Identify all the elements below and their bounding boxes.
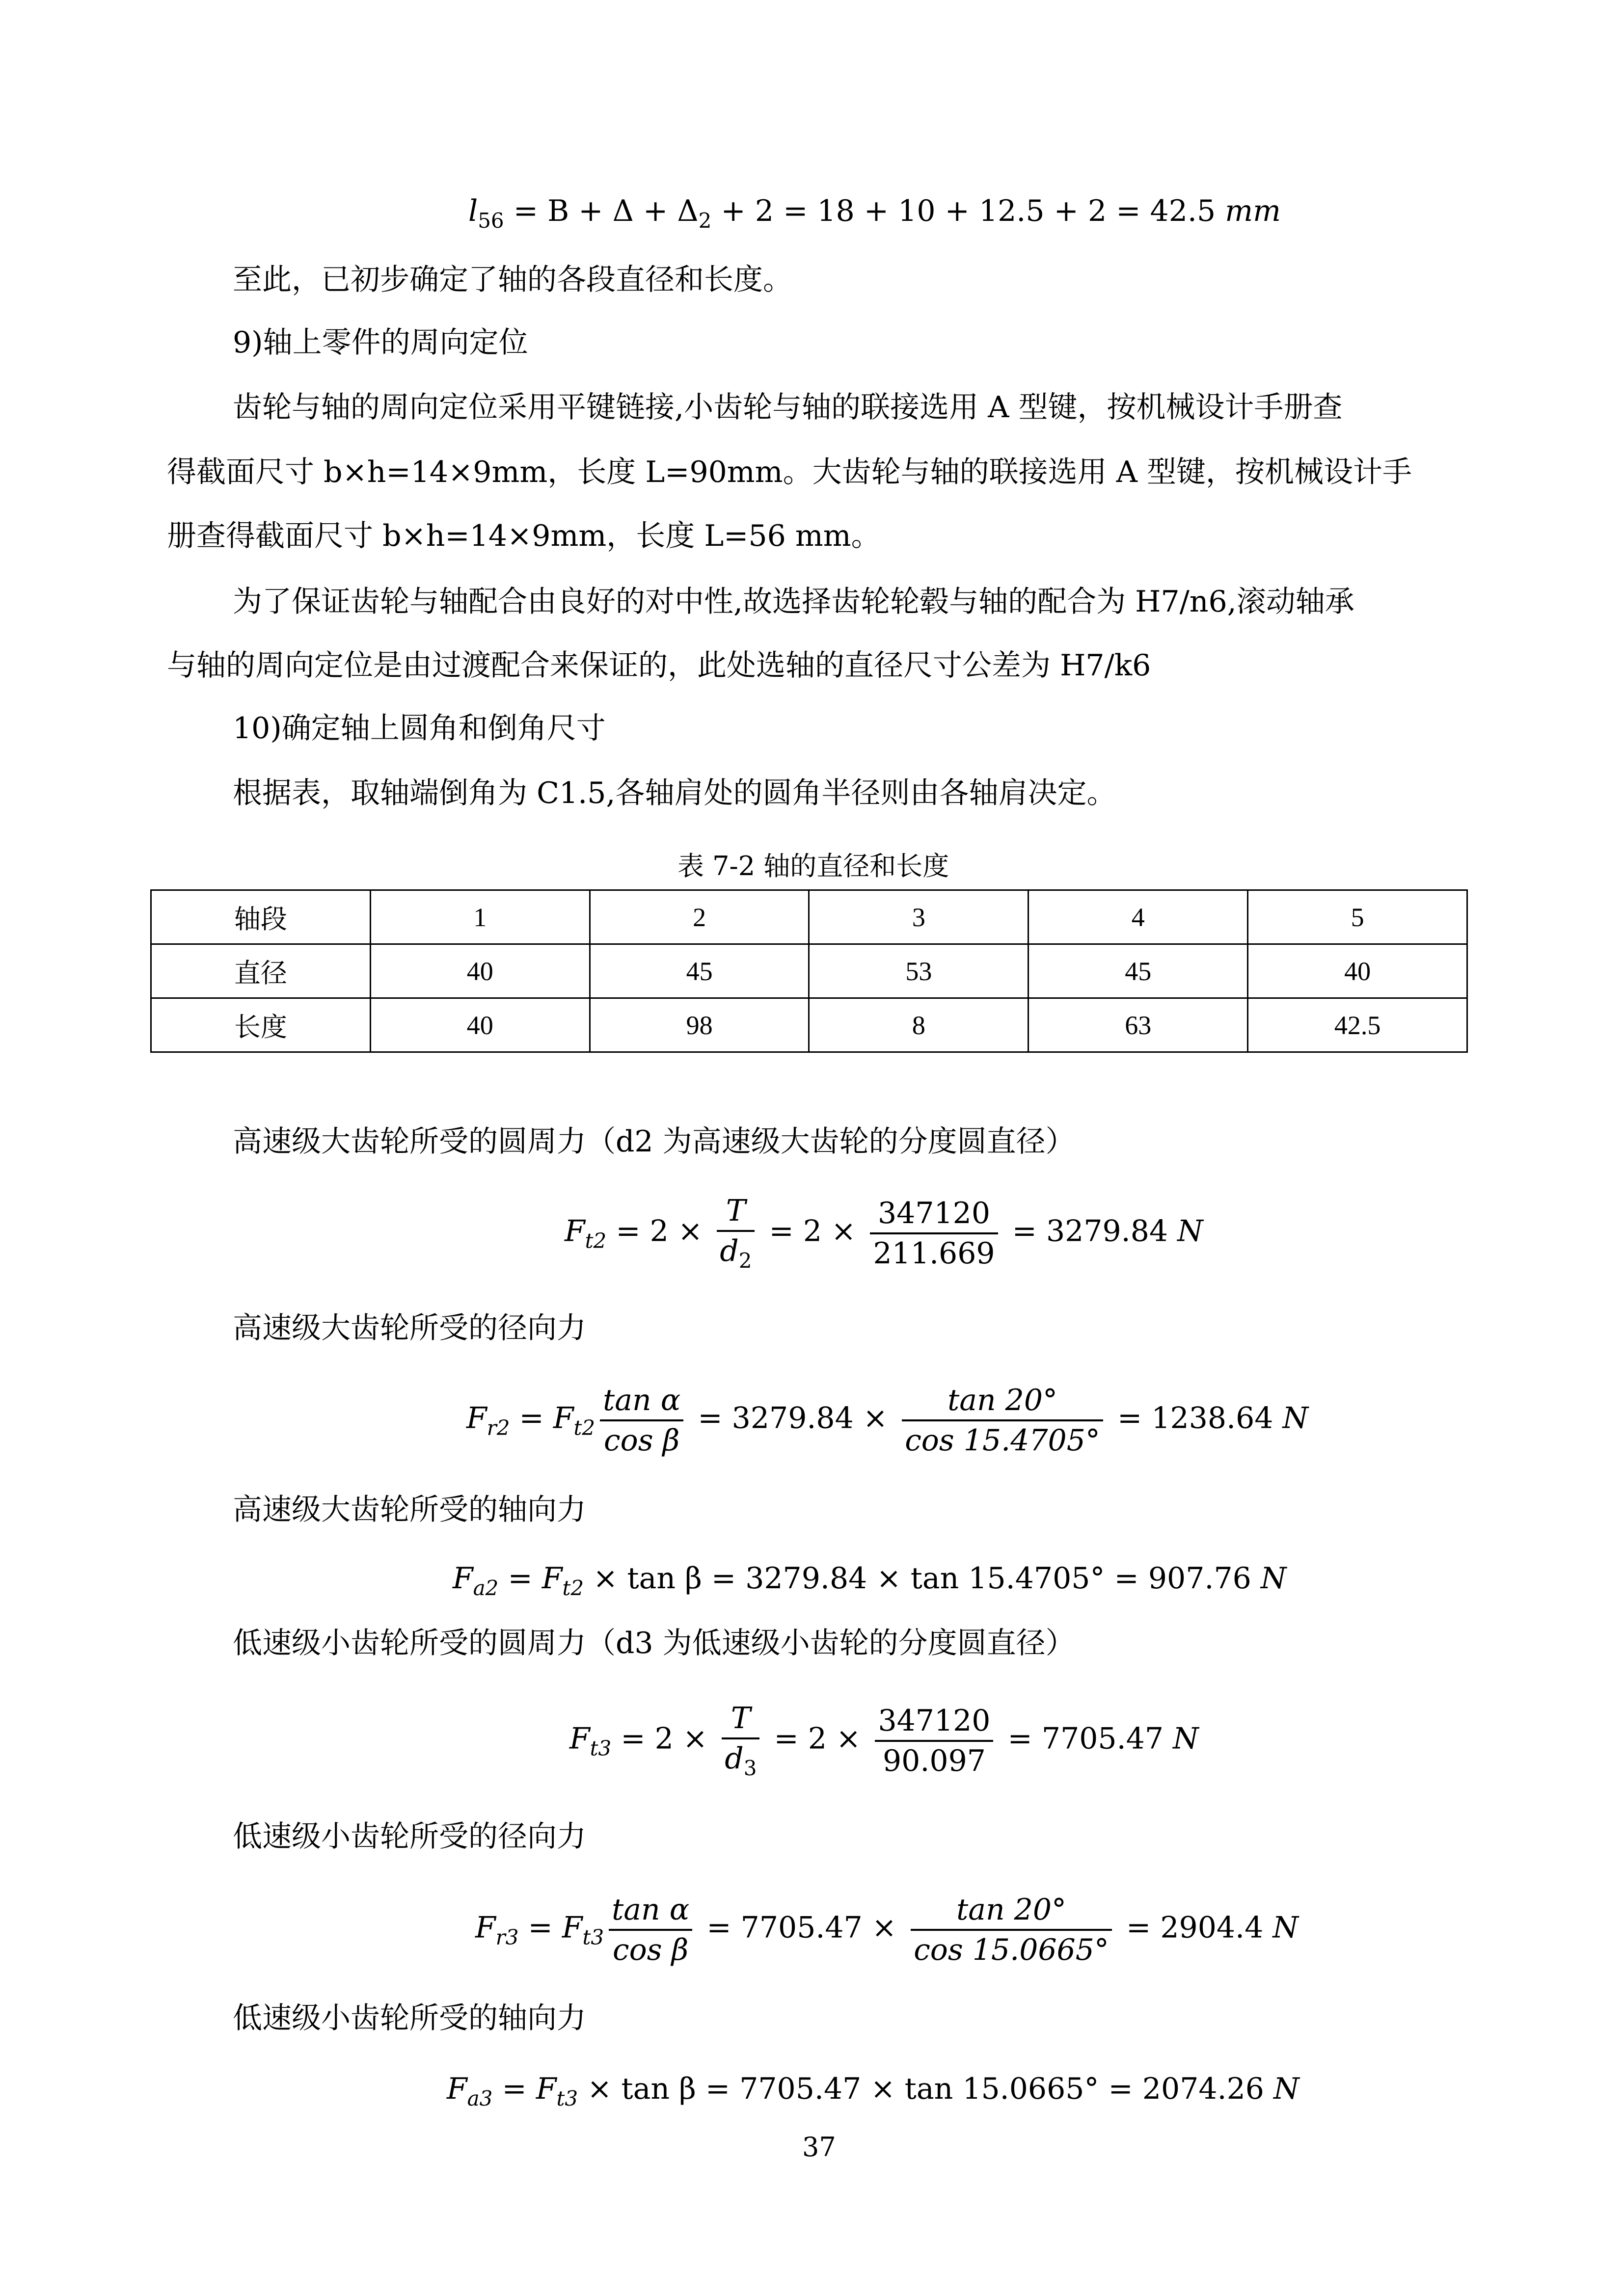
table-row <box>151 890 1467 944</box>
table-cell: 40 <box>370 944 590 998</box>
table-cell: 直径 <box>151 944 371 998</box>
paragraph-ft2-intro: 高速级大齿轮所受的圆周力（d2 为高速级大齿轮的分度圆直径） <box>233 1124 1075 1159</box>
paragraph-chamfer: 根据表，取轴端倒角为 C1.5,各轴肩处的圆角半径则由各轴肩决定。 <box>233 776 1116 810</box>
paragraph-fr3-intro: 低速级小齿轮所受的径向力 <box>233 1819 586 1854</box>
table-cell: 42.5 <box>1248 998 1467 1052</box>
equation-l56: $l_{56} = B + \Delta + \Delta_2 + 2 = 18 + 10 + 12.5 + 2 = 42.5$ mm <box>468 194 1281 233</box>
equation-ft3: $F_{t3} = 2$ × $\frac{T}{d_3}$ = 2 × $\frac{347120}{90.097}$ = 7705.47 N <box>569 1701 1199 1780</box>
heading-section-9: 9)轴上零件的周向定位 <box>233 325 528 360</box>
table-cell: 63 <box>1029 998 1248 1052</box>
paragraph-key-line-2: 得截面尺寸 b×h=14×9mm，长度 L=90mm。大齿轮与轴的联接选用 A 型键，按机械设计手 <box>167 455 1412 489</box>
table-cell: 5 <box>1248 890 1467 944</box>
paragraph-fa3-intro: 低速级小齿轮所受的轴向力 <box>233 2001 586 2035</box>
equation-fa2: $F_{a2} = F_{t2} \times \tan \beta = 3279.84 \times \tan 15.4705^\circ = 907.76$ N <box>453 1561 1287 1600</box>
table-cell: 40 <box>1248 944 1467 998</box>
paragraph-key-line-1: 齿轮与轴的周向定位采用平键链接,小齿轮与轴的联接选用 A 型键，按机械设计手册查 <box>233 390 1343 425</box>
table-cell: 8 <box>809 998 1029 1052</box>
heading-section-10: 10)确定轴上圆角和倒角尺寸 <box>233 711 606 746</box>
paragraph-fit-line-2: 与轴的周向定位是由过渡配合来保证的，此处选轴的直径尺寸公差为 H7/k6 <box>167 648 1151 683</box>
table-cell: 40 <box>370 998 590 1052</box>
page-number: 37 <box>802 2132 836 2163</box>
table-cell: 轴段 <box>151 890 371 944</box>
table-cell: 53 <box>809 944 1029 998</box>
paragraph-fit-line-1: 为了保证齿轮与轴配合由良好的对中性,故选择齿轮轮毂与轴的配合为 H7/n6,滚动轴承 <box>233 585 1354 619</box>
paragraph-fa2-intro: 高速级大齿轮所受的轴向力 <box>233 1493 586 1527</box>
table-cell: 长度 <box>151 998 371 1052</box>
paragraph-fr2-intro: 高速级大齿轮所受的径向力 <box>233 1311 586 1345</box>
paragraph-summary: 至此，已初步确定了轴的各段直径和长度。 <box>233 263 792 297</box>
table-cell: 4 <box>1029 890 1248 944</box>
shaft-dimensions-table <box>150 889 1468 1053</box>
table-cell: 45 <box>590 944 809 998</box>
equation-fa3: $F_{a3} = F_{t3} \times \tan \beta = 7705.47 \times \tan 15.0665^\circ = 2074.26$ N <box>447 2072 1299 2110</box>
equation-ft2: $F_{t2} = 2$ × $\frac{T}{d_2}$ = 2 × $\frac{347120}{211.669}$ = 3279.84 N <box>565 1194 1203 1273</box>
paragraph-key-line-3: 册查得截面尺寸 b×h=14×9mm，长度 L=56 mm。 <box>167 519 881 553</box>
equation-fr2: $F_{r2} = F_{t2}$ $\frac{\text{tan α}}{\text{cos β}}$ = 3279.84 × $\frac{\tan 20^\circ}{\cos 15.4705^\circ}$ = 1238.64 N <box>466 1383 1309 1458</box>
equation-fr3: $F_{r3} = F_{t3}$ $\frac{\text{tan α}}{\text{cos β}}$ = 7705.47 × $\frac{\tan 20^\circ}{\cos 15.0665^\circ}$ = 2904.4 N <box>475 1893 1299 1967</box>
table-cell: 98 <box>590 998 809 1052</box>
table-cell: 3 <box>809 890 1029 944</box>
table-caption: 表 7-2 轴的直径和长度 <box>677 851 949 881</box>
table-cell: 1 <box>370 890 590 944</box>
table-cell: 2 <box>590 890 809 944</box>
paragraph-ft3-intro: 低速级小齿轮所受的圆周力（d3 为低速级小齿轮的分度圆直径） <box>233 1626 1075 1660</box>
table-row <box>151 998 1467 1052</box>
table-row <box>151 944 1467 998</box>
table-cell: 45 <box>1029 944 1248 998</box>
